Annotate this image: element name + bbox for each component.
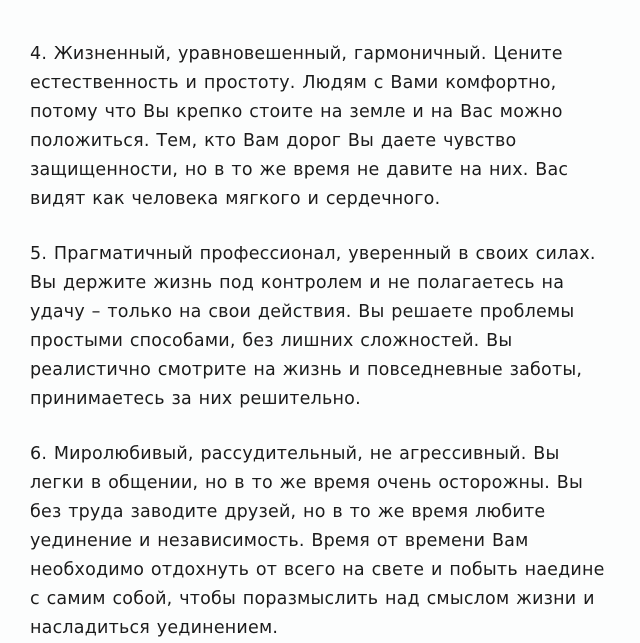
paragraph-type-6: 6. Миролюбивый, рассудительный, не агрессивный. Вы легки в общении, но в то же время очень осторожны. Вы без труда заводите друзей, но в то же время любите уединение и независимость. Время от времени Вам необходимо отдохнуть от всего на свете и побыть наедине с самим собой, чтобы поразмыслить над смыслом жизни и насладиться уединением. [30,444,605,638]
paragraph-type-4: 4. Жизненный, уравновешенный, гармоничный. Цените естественность и простоту. Людям с Вами комфортно, потому что Вы крепко стоите на земле и на Вас можно положиться. Тем, кто Вам дорог Вы даете чувство защищенности, но в то же время не давите на них. Вас видят как человека мягкого и сердечного. [30,44,569,209]
paragraph-type-5: 5. Прагматичный профессионал, уверенный в своих силах. Вы держите жизнь под контролем и не полагаетесь на удачу – только на свои действия. Вы решаете проблемы простыми способами, без лишних сложностей. Вы реалистично смотрите на жизнь и повседневные заботы, принимаетесь за них решительно. [30,244,596,409]
